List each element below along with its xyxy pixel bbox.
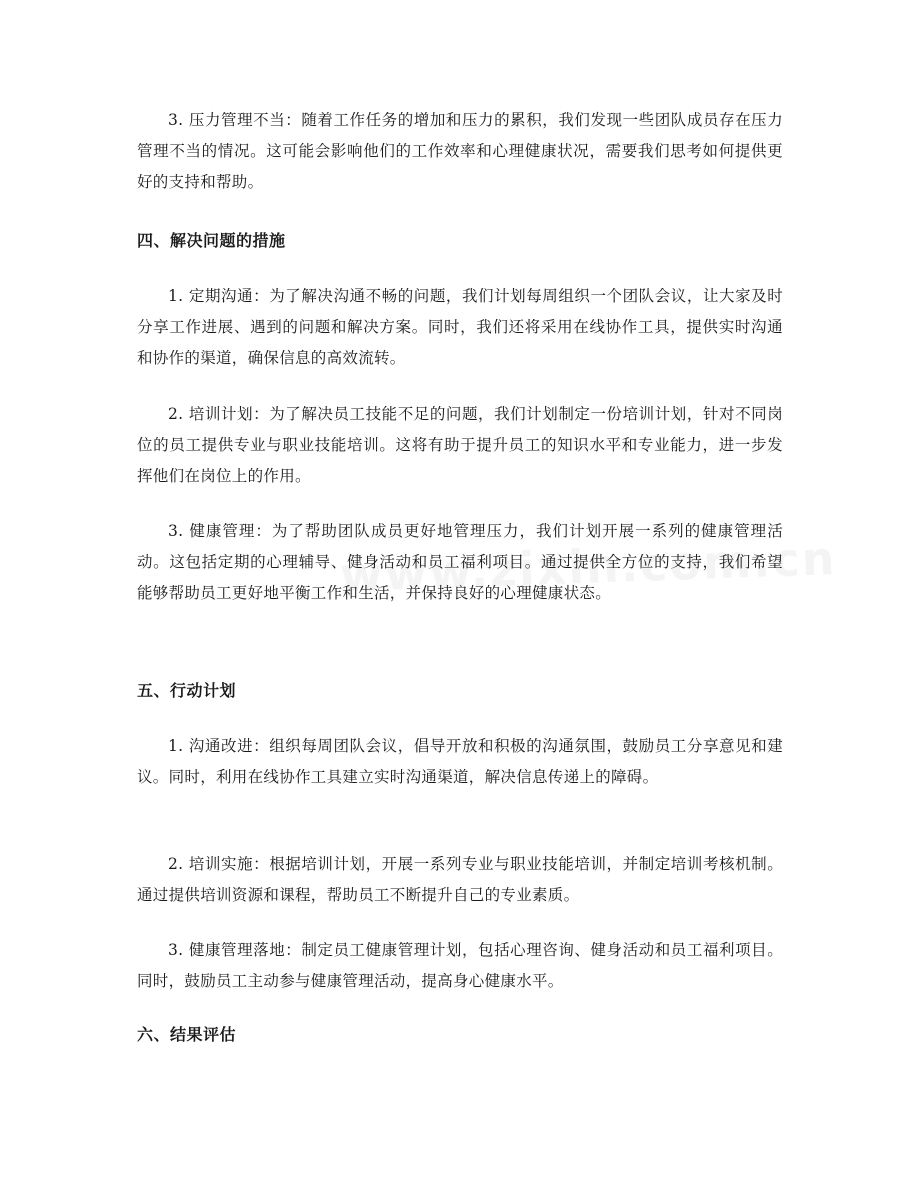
paragraph-training-implementation: 2. 培训实施：根据培训计划，开展一系列专业与职业技能培训，并制定培训考核机制。通过提供培训资源和课程，帮助员工不断提升自己的专业素质。 (137, 855, 783, 904)
paragraph-regular-communication: 1. 定期沟通：为了解决沟通不畅的问题，我们计划每周组织一个团队会议，让大家及时分享工作进展、遇到的问题和解决方案。同时，我们还将采用在线协作工具，提供实时沟通和协作的渠道，确保信息的高效流转。 (137, 287, 783, 367)
paragraph-training-plan: 2. 培训计划：为了解决员工技能不足的问题，我们计划制定一份培训计划，针对不同岗位的员工提供专业与职业技能培训。这将有助于提升员工的知识水平和专业能力，进一步发挥他们在岗位上的作用。 (137, 405, 783, 485)
section-heading-action-plan: 五、行动计划 (137, 681, 237, 700)
paragraph-health-management: 3. 健康管理：为了帮助团队成员更好地管理压力，我们计划开展一系列的健康管理活动。这包括定期的心理辅导、健身活动和员工福利项目。通过提供全方位的支持，我们希望能够帮助员工更好地平衡工作和生活，并保持良好的心理健康状态。 (137, 522, 783, 602)
paragraph-stress-management-issue: 3. 压力管理不当：随着工作任务的增加和压力的累积，我们发现一些团队成员存在压力管理不当的情况。这可能会影响他们的工作效率和心理健康状况，需要我们思考如何提供更好的支持和帮助。 (137, 111, 783, 191)
section-heading-result-evaluation: 六、结果评估 (137, 1025, 237, 1044)
paragraph-communication-improvement: 1. 沟通改进：组织每周团队会议，倡导开放和积极的沟通氛围，鼓励员工分享意见和建议。同时，利用在线协作工具建立实时沟通渠道，解决信息传递上的障碍。 (137, 737, 783, 786)
section-heading-solutions: 四、解决问题的措施 (137, 231, 286, 250)
paragraph-health-management-implementation: 3. 健康管理落地：制定员工健康管理计划，包括心理咨询、健身活动和员工福利项目。同时，鼓励员工主动参与健康管理活动，提高身心健康水平。 (137, 941, 783, 990)
